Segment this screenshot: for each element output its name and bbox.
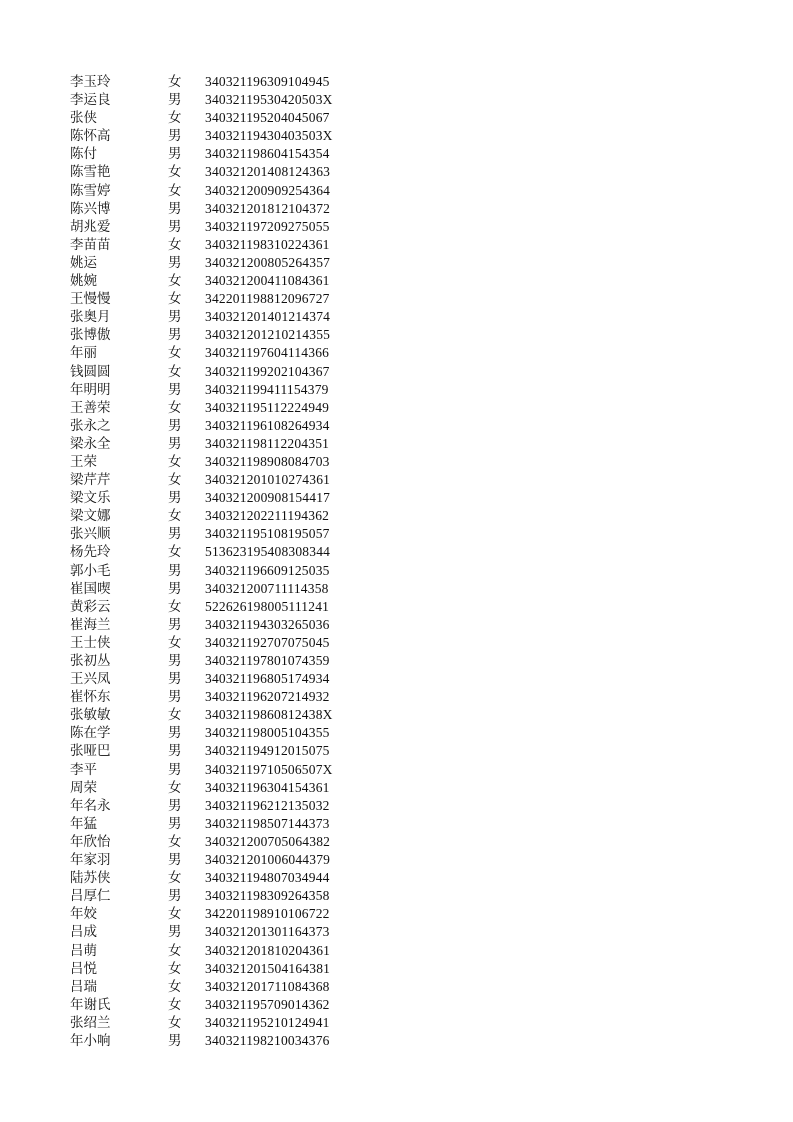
person-name: 李平 xyxy=(70,761,97,778)
person-id-number: 340321192707075045 xyxy=(205,634,330,650)
table-row xyxy=(0,851,793,869)
person-id-number: 342201198812096727 xyxy=(205,291,330,307)
table-row xyxy=(0,815,793,833)
person-name: 梁文乐 xyxy=(70,490,111,507)
person-gender: 男 xyxy=(168,852,182,869)
person-name: 年名永 xyxy=(70,797,111,814)
person-gender: 女 xyxy=(168,996,182,1013)
table-row xyxy=(0,471,793,489)
person-gender: 男 xyxy=(168,200,182,217)
person-gender: 女 xyxy=(168,236,182,253)
person-name: 崔国喫 xyxy=(70,580,111,597)
person-id-number: 34032119860812438X xyxy=(205,707,333,723)
person-gender: 男 xyxy=(168,671,182,688)
person-gender: 女 xyxy=(168,472,182,489)
person-name: 陈雪艳 xyxy=(70,164,111,181)
table-row xyxy=(0,381,793,399)
table-row xyxy=(0,869,793,887)
person-id-number: 340321201408124363 xyxy=(205,164,331,180)
table-row xyxy=(0,652,793,670)
person-id-number: 340321201401214374 xyxy=(205,309,331,325)
person-name: 年猛 xyxy=(70,815,97,832)
roster-table xyxy=(0,73,793,1050)
person-name: 姚婉 xyxy=(70,273,97,290)
person-id-number: 513623195408308344 xyxy=(205,544,331,560)
person-name: 年家羽 xyxy=(70,852,111,869)
table-row xyxy=(0,616,793,634)
person-id-number: 522626198005111241 xyxy=(205,598,330,614)
person-id-number: 340321196207214932 xyxy=(205,689,330,705)
person-id-number: 340321194912015075 xyxy=(205,743,330,759)
person-id-number: 340321201812104372 xyxy=(205,200,331,216)
person-gender: 男 xyxy=(168,797,182,814)
person-gender: 女 xyxy=(168,164,182,181)
person-id-number: 340321201504164381 xyxy=(205,960,331,976)
table-row xyxy=(0,73,793,91)
person-id-number: 340321198604154354 xyxy=(205,146,330,162)
person-id-number: 340321197209275055 xyxy=(205,218,330,234)
table-row xyxy=(0,417,793,435)
person-id-number: 340321196108264934 xyxy=(205,417,330,433)
person-id-number: 342201198910106722 xyxy=(205,906,330,922)
person-id-number: 34032119530420503X xyxy=(205,92,333,108)
table-row xyxy=(0,127,793,145)
person-id-number: 34032119430403503X xyxy=(205,128,333,144)
table-row xyxy=(0,797,793,815)
person-gender: 男 xyxy=(168,888,182,905)
person-name: 胡兆爱 xyxy=(70,218,111,235)
person-name: 年丽 xyxy=(70,345,97,362)
person-gender: 男 xyxy=(168,725,182,742)
person-name: 李运良 xyxy=(70,92,111,109)
person-id-number: 340321196805174934 xyxy=(205,671,330,687)
person-name: 王慢慢 xyxy=(70,291,111,308)
person-name: 吕萌 xyxy=(70,942,97,959)
person-name: 张敏敏 xyxy=(70,707,111,724)
person-id-number: 340321200711114358 xyxy=(205,580,329,596)
person-gender: 男 xyxy=(168,146,182,163)
person-name: 陈在学 xyxy=(70,725,111,742)
person-gender: 男 xyxy=(168,218,182,235)
table-row xyxy=(0,996,793,1014)
person-name: 张侠 xyxy=(70,110,97,127)
table-row xyxy=(0,887,793,905)
person-id-number: 340321201711084368 xyxy=(205,978,330,994)
person-gender: 男 xyxy=(168,653,182,669)
person-id-number: 340321199202104367 xyxy=(205,363,330,379)
person-id-number: 340321198005104355 xyxy=(205,725,330,741)
table-row xyxy=(0,779,793,797)
person-name: 李玉玲 xyxy=(70,74,111,90)
person-gender: 男 xyxy=(168,761,182,778)
person-name: 吕厚仁 xyxy=(70,888,111,905)
table-row xyxy=(0,399,793,417)
person-name: 王兴凤 xyxy=(70,671,111,688)
person-name: 王荣 xyxy=(70,453,97,470)
table-row xyxy=(0,942,793,960)
person-gender: 女 xyxy=(168,942,182,959)
person-name: 崔怀东 xyxy=(70,689,111,706)
table-row xyxy=(0,978,793,996)
person-gender: 女 xyxy=(168,634,182,651)
table-row xyxy=(0,525,793,543)
person-id-number: 340321195112224949 xyxy=(205,399,330,415)
person-id-number: 340321201210214355 xyxy=(205,327,331,343)
person-gender: 女 xyxy=(168,833,182,850)
person-name: 姚运 xyxy=(70,254,97,271)
person-gender: 男 xyxy=(168,435,182,452)
person-name: 年明明 xyxy=(70,381,111,398)
person-id-number: 340321195204045067 xyxy=(205,110,330,126)
person-gender: 男 xyxy=(168,1032,182,1049)
person-gender: 男 xyxy=(168,128,182,145)
person-id-number: 340321198310224361 xyxy=(205,236,330,252)
table-row xyxy=(0,960,793,978)
person-gender: 女 xyxy=(168,110,182,127)
person-gender: 女 xyxy=(168,978,182,995)
person-id-number: 340321195108195057 xyxy=(205,526,330,542)
person-gender: 男 xyxy=(168,327,182,344)
person-name: 吕瑞 xyxy=(70,978,97,995)
table-row xyxy=(0,489,793,507)
person-gender: 女 xyxy=(168,544,182,561)
table-row xyxy=(0,344,793,362)
table-row xyxy=(0,688,793,706)
person-name: 陈兴博 xyxy=(70,200,111,217)
table-row xyxy=(0,634,793,652)
table-row xyxy=(0,326,793,344)
person-gender: 男 xyxy=(168,562,182,579)
person-name: 陈怀高 xyxy=(70,128,111,145)
person-id-number: 340321202211194362 xyxy=(205,508,330,524)
table-row xyxy=(0,453,793,471)
person-gender: 男 xyxy=(168,815,182,832)
person-gender: 女 xyxy=(168,960,182,977)
person-id-number: 340321198309264358 xyxy=(205,888,330,904)
person-id-number: 340321196212135032 xyxy=(205,797,330,813)
table-row xyxy=(0,833,793,851)
person-name: 梁文娜 xyxy=(70,508,111,525)
person-id-number: 340321201301164373 xyxy=(205,924,330,940)
person-name: 王善荣 xyxy=(70,399,111,416)
person-id-number: 340321194807034944 xyxy=(205,870,330,886)
table-row xyxy=(0,562,793,580)
person-gender: 女 xyxy=(168,779,182,796)
person-gender: 男 xyxy=(168,689,182,706)
table-row xyxy=(0,543,793,561)
person-id-number: 340321201006044379 xyxy=(205,852,331,868)
person-name: 梁永全 xyxy=(70,435,111,452)
table-row xyxy=(0,218,793,236)
person-id-number: 340321201810204361 xyxy=(205,942,331,958)
table-row xyxy=(0,254,793,272)
person-gender: 女 xyxy=(168,707,182,724)
person-gender: 男 xyxy=(168,580,182,597)
person-name: 陈付 xyxy=(70,146,97,163)
table-row xyxy=(0,742,793,760)
person-name: 黄彩云 xyxy=(70,598,111,615)
table-row xyxy=(0,145,793,163)
person-name: 李苗苗 xyxy=(70,236,111,253)
person-id-number: 340321196304154361 xyxy=(205,779,330,795)
table-row xyxy=(0,290,793,308)
person-id-number: 340321200705064382 xyxy=(205,833,331,849)
person-gender: 男 xyxy=(168,616,182,633)
person-name: 吕悦 xyxy=(70,960,97,977)
person-gender: 男 xyxy=(168,381,182,398)
person-id-number: 340321198112204351 xyxy=(205,435,330,451)
person-name: 王士侠 xyxy=(70,634,111,651)
table-row xyxy=(0,163,793,181)
person-name: 吕成 xyxy=(70,924,97,941)
table-row xyxy=(0,670,793,688)
person-id-number: 340321200411084361 xyxy=(205,273,330,289)
person-gender: 女 xyxy=(168,906,182,923)
person-name: 张兴顺 xyxy=(70,526,111,543)
person-name: 年姣 xyxy=(70,906,97,923)
table-row xyxy=(0,308,793,326)
person-gender: 男 xyxy=(168,490,182,507)
person-id-number: 340321198507144373 xyxy=(205,815,330,831)
table-row xyxy=(0,761,793,779)
table-row xyxy=(0,363,793,381)
table-row xyxy=(0,507,793,525)
person-name: 崔海兰 xyxy=(70,616,111,633)
table-row xyxy=(0,435,793,453)
person-name: 郭小毛 xyxy=(70,562,111,579)
person-name: 张奥月 xyxy=(70,309,111,326)
table-row xyxy=(0,580,793,598)
table-row xyxy=(0,109,793,127)
person-name: 张永之 xyxy=(70,417,111,434)
person-gender: 女 xyxy=(168,363,182,380)
person-name: 张博傲 xyxy=(70,327,111,344)
person-gender: 女 xyxy=(168,598,182,615)
person-id-number: 340321198908084703 xyxy=(205,453,330,469)
table-row xyxy=(0,272,793,290)
person-id-number: 340321195210124941 xyxy=(205,1014,330,1030)
person-id-number: 34032119710506507X xyxy=(205,761,333,777)
person-name: 张绍兰 xyxy=(70,1014,111,1031)
table-row xyxy=(0,91,793,109)
person-name: 张初丛 xyxy=(70,653,111,669)
table-row xyxy=(0,905,793,923)
person-gender: 男 xyxy=(168,924,182,941)
person-id-number: 340321195709014362 xyxy=(205,996,330,1012)
person-name: 张哑巴 xyxy=(70,743,111,760)
person-gender: 女 xyxy=(168,399,182,416)
table-row xyxy=(0,706,793,724)
person-name: 杨先玲 xyxy=(70,544,111,561)
person-gender: 女 xyxy=(168,273,182,290)
person-id-number: 340321196609125035 xyxy=(205,562,330,578)
person-gender: 女 xyxy=(168,182,182,199)
person-gender: 男 xyxy=(168,309,182,326)
table-row xyxy=(0,923,793,941)
person-id-number: 340321197604114366 xyxy=(205,345,330,361)
table-row xyxy=(0,724,793,742)
person-gender: 女 xyxy=(168,345,182,362)
person-name: 梁芹芹 xyxy=(70,472,111,489)
person-name: 年小响 xyxy=(70,1032,111,1049)
person-name: 周荣 xyxy=(70,779,97,796)
person-id-number: 340321197801074359 xyxy=(205,653,330,668)
person-gender: 男 xyxy=(168,92,182,109)
person-id-number: 340321201010274361 xyxy=(205,472,331,488)
person-id-number: 340321196309104945 xyxy=(205,74,330,89)
person-id-number: 340321198210034376 xyxy=(205,1032,330,1048)
person-gender: 女 xyxy=(168,508,182,525)
person-name: 年欣怡 xyxy=(70,833,111,850)
person-gender: 男 xyxy=(168,254,182,271)
person-gender: 男 xyxy=(168,526,182,543)
person-name: 年谢氏 xyxy=(70,996,111,1013)
person-gender: 男 xyxy=(168,417,182,434)
person-id-number: 340321200805264357 xyxy=(205,254,331,270)
table-row xyxy=(0,236,793,254)
person-id-number: 340321200908154417 xyxy=(205,490,331,506)
person-gender: 女 xyxy=(168,870,182,887)
person-gender: 女 xyxy=(168,453,182,470)
table-row xyxy=(0,1014,793,1032)
person-name: 陈雪婷 xyxy=(70,182,111,199)
table-row xyxy=(0,598,793,616)
table-row xyxy=(0,200,793,218)
table-row xyxy=(0,1032,793,1050)
person-id-number: 340321200909254364 xyxy=(205,182,331,198)
person-id-number: 340321199411154379 xyxy=(205,381,329,397)
person-gender: 女 xyxy=(168,1014,182,1031)
person-name: 钱圆圆 xyxy=(70,363,111,380)
person-gender: 女 xyxy=(168,74,182,90)
person-gender: 男 xyxy=(168,743,182,760)
person-name: 陆苏侠 xyxy=(70,870,111,887)
table-row xyxy=(0,182,793,200)
person-gender: 女 xyxy=(168,291,182,308)
person-id-number: 340321194303265036 xyxy=(205,616,330,632)
